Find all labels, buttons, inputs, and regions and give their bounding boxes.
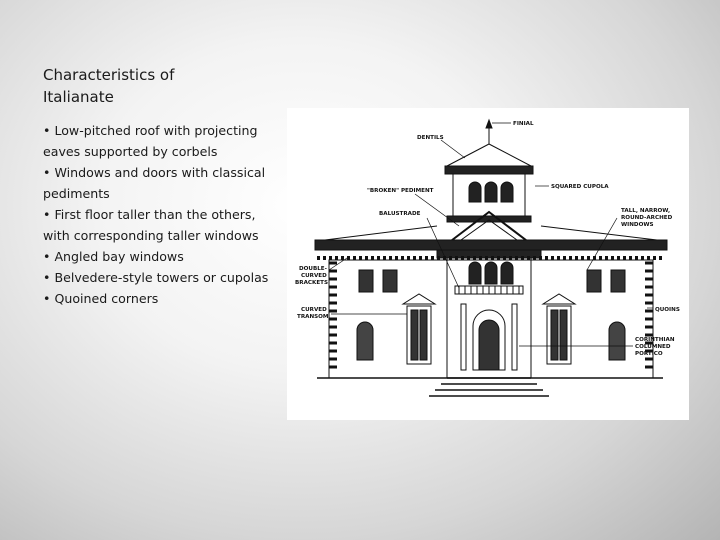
title-line-2: Italianate	[43, 88, 114, 106]
label-squared-cupola: SQUARED CUPOLA	[551, 184, 609, 190]
label-brackets: DOUBLE-	[299, 266, 327, 272]
label-tall-windows: TALL, NARROW,	[621, 208, 671, 214]
label-transom: TRANSOM	[297, 314, 329, 320]
bullet-item: • Low-pitched roof with projecting eaves supported by corbels	[43, 120, 275, 162]
label-tall-windows: ROUND-ARCHED	[621, 215, 673, 221]
front-steps	[429, 378, 549, 396]
label-quoins: QUOINS	[655, 307, 680, 313]
bullet-item: • Belvedere-style towers or cupolas	[43, 267, 275, 288]
label-tall-windows: WINDOWS	[621, 222, 654, 228]
label-brackets: CURVED	[301, 273, 327, 279]
title-line-1: Characteristics of	[43, 66, 175, 84]
house-drawing	[287, 108, 689, 420]
label-broken-pediment: "BROKEN" PEDIMENT	[367, 188, 434, 194]
bullet-list	[43, 120, 275, 309]
label-brackets: BRACKETS	[295, 280, 329, 286]
label-dentils: DENTILS	[417, 135, 444, 141]
label-transom: CURVED	[301, 307, 327, 313]
label-portico: COLUMNED	[635, 344, 671, 350]
slide-title	[43, 64, 273, 108]
label-portico: PORTICO	[635, 351, 663, 357]
bullet-item: • First floor taller than the others, with corresponding taller windows	[43, 204, 275, 246]
portico-column	[461, 304, 466, 370]
main-roof-eave	[315, 240, 667, 250]
portico-column	[512, 304, 517, 370]
bullet-item: • Quoined corners	[43, 288, 275, 309]
italianate-house-diagram	[287, 108, 689, 420]
label-finial: FINIAL	[513, 121, 534, 127]
label-balustrade: BALUSTRADE	[379, 211, 421, 217]
bullet-item: • Windows and doors with classical pediments	[43, 162, 275, 204]
label-portico: CORINTHIAN	[635, 337, 675, 343]
cupola-pediment	[447, 144, 531, 166]
bullet-item: • Angled bay windows	[43, 246, 275, 267]
